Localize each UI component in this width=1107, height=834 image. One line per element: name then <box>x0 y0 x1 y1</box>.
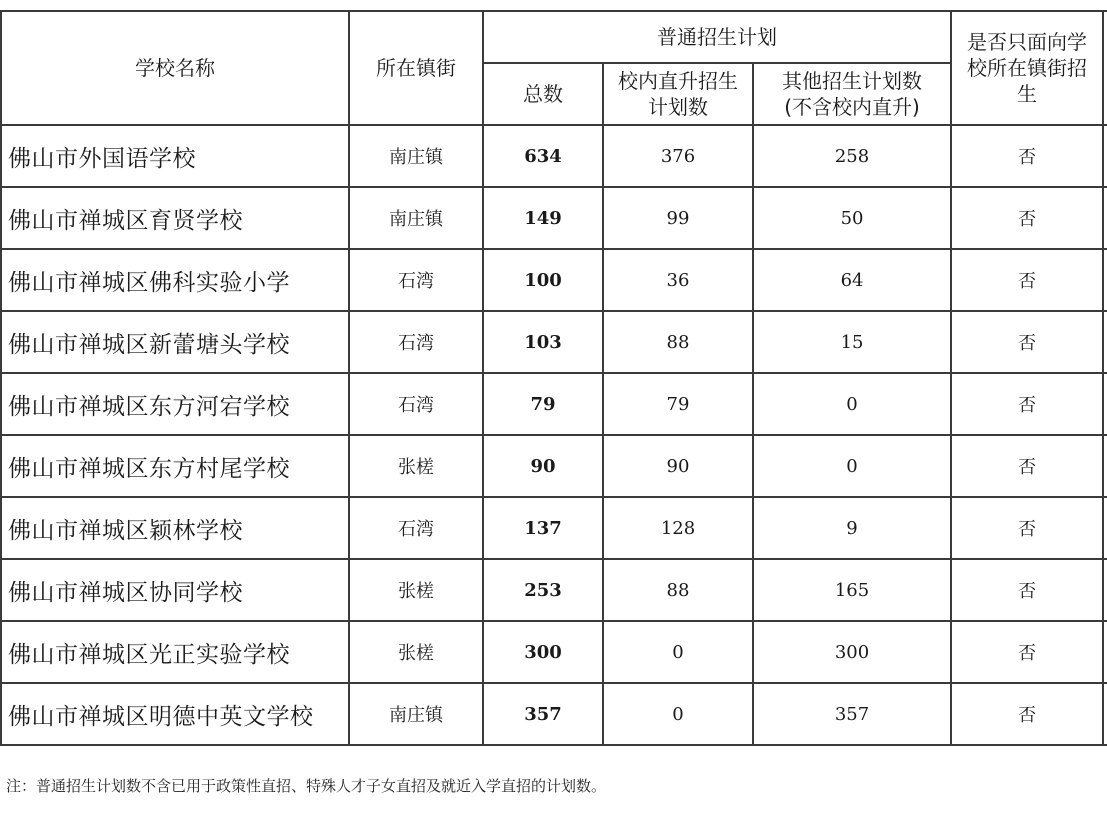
internal-plan-cell: 90 <box>603 435 753 497</box>
internal-plan-cell: 36 <box>603 249 753 311</box>
header-only-local-line2: 校所在镇街招 <box>967 56 1088 80</box>
edge-cell <box>1103 373 1107 435</box>
other-plan-cell: 15 <box>753 311 951 373</box>
school-name-cell: 佛山市禅城区协同学校 <box>1 559 349 621</box>
edge-cell <box>1103 435 1107 497</box>
edge-cell <box>1103 683 1107 745</box>
edge-cell <box>1103 311 1107 373</box>
town-cell: 张槎 <box>349 435 483 497</box>
school-name-cell: 佛山市禅城区新蕾塘头学校 <box>1 311 349 373</box>
internal-plan-cell: 128 <box>603 497 753 559</box>
edge-cell <box>1103 621 1107 683</box>
other-plan-cell: 64 <box>753 249 951 311</box>
total-cell: 357 <box>483 683 603 745</box>
other-plan-cell: 50 <box>753 187 951 249</box>
header-other-line2: (不含校内直升) <box>784 95 920 119</box>
footnote: 注：普通招生计划数不含已用于政策性直招、特殊人才子女直招及就近入学直招的计划数。 <box>6 777 607 795</box>
header-other <box>753 63 951 125</box>
only-local-cell: 否 <box>951 683 1103 745</box>
edge-cell <box>1103 187 1107 249</box>
total-cell: 90 <box>483 435 603 497</box>
header-town: 所在镇街 <box>349 11 483 125</box>
enrollment-table-container <box>0 10 1107 746</box>
internal-plan-cell: 376 <box>603 125 753 187</box>
total-cell: 103 <box>483 311 603 373</box>
only-local-cell: 否 <box>951 621 1103 683</box>
school-name-cell: 佛山市禅城区东方村尾学校 <box>1 435 349 497</box>
only-local-cell: 否 <box>951 559 1103 621</box>
header-total: 总数 <box>483 63 603 125</box>
other-plan-cell: 165 <box>753 559 951 621</box>
only-local-cell: 否 <box>951 311 1103 373</box>
edge-cell <box>1103 497 1107 559</box>
internal-plan-cell: 88 <box>603 559 753 621</box>
table-row <box>1 249 1107 311</box>
internal-plan-cell: 79 <box>603 373 753 435</box>
table-row <box>1 187 1107 249</box>
edge-cell <box>1103 559 1107 621</box>
school-name-cell: 佛山市禅城区明德中英文学校 <box>1 683 349 745</box>
header-only-local <box>951 11 1103 125</box>
town-cell: 石湾 <box>349 373 483 435</box>
table-row <box>1 497 1107 559</box>
table-row <box>1 125 1107 187</box>
header-internal <box>603 63 753 125</box>
total-cell: 300 <box>483 621 603 683</box>
enrollment-plan-table <box>0 10 1107 746</box>
school-name-cell: 佛山市禅城区颖林学校 <box>1 497 349 559</box>
total-cell: 137 <box>483 497 603 559</box>
header-internal-line2: 计划数 <box>648 95 708 119</box>
other-plan-cell: 9 <box>753 497 951 559</box>
other-plan-cell: 0 <box>753 435 951 497</box>
table-row <box>1 373 1107 435</box>
internal-plan-cell: 99 <box>603 187 753 249</box>
header-only-local-line3: 生 <box>1017 82 1038 106</box>
town-cell: 南庄镇 <box>349 187 483 249</box>
total-cell: 253 <box>483 559 603 621</box>
internal-plan-cell: 0 <box>603 683 753 745</box>
only-local-cell: 否 <box>951 373 1103 435</box>
total-cell: 149 <box>483 187 603 249</box>
town-cell: 石湾 <box>349 497 483 559</box>
only-local-cell: 否 <box>951 435 1103 497</box>
header-edge-cell <box>1103 11 1107 125</box>
header-school-name: 学校名称 <box>1 11 349 125</box>
table-row <box>1 311 1107 373</box>
table-row <box>1 683 1107 745</box>
internal-plan-cell: 0 <box>603 621 753 683</box>
total-cell: 634 <box>483 125 603 187</box>
town-cell: 张槎 <box>349 559 483 621</box>
header-other-line1: 其他招生计划数 <box>782 69 923 93</box>
table-row <box>1 435 1107 497</box>
only-local-cell: 否 <box>951 249 1103 311</box>
other-plan-cell: 258 <box>753 125 951 187</box>
other-plan-cell: 0 <box>753 373 951 435</box>
total-cell: 79 <box>483 373 603 435</box>
school-name-cell: 佛山市禅城区光正实验学校 <box>1 621 349 683</box>
only-local-cell: 否 <box>951 497 1103 559</box>
header-plan-group: 普通招生计划 <box>483 11 951 63</box>
header-only-local-line1: 是否只面向学 <box>967 30 1088 54</box>
school-name-cell: 佛山市禅城区东方河宕学校 <box>1 373 349 435</box>
edge-cell <box>1103 249 1107 311</box>
school-name-cell: 佛山市禅城区佛科实验小学 <box>1 249 349 311</box>
other-plan-cell: 300 <box>753 621 951 683</box>
other-plan-cell: 357 <box>753 683 951 745</box>
only-local-cell: 否 <box>951 187 1103 249</box>
school-name-cell: 佛山市外国语学校 <box>1 125 349 187</box>
table-row <box>1 559 1107 621</box>
table-row <box>1 621 1107 683</box>
town-cell: 石湾 <box>349 311 483 373</box>
total-cell: 100 <box>483 249 603 311</box>
town-cell: 石湾 <box>349 249 483 311</box>
header-internal-line1: 校内直升招生 <box>618 69 738 93</box>
edge-cell <box>1103 125 1107 187</box>
town-cell: 南庄镇 <box>349 683 483 745</box>
only-local-cell: 否 <box>951 125 1103 187</box>
town-cell: 南庄镇 <box>349 125 483 187</box>
internal-plan-cell: 88 <box>603 311 753 373</box>
town-cell: 张槎 <box>349 621 483 683</box>
header-row-1 <box>1 11 1107 63</box>
school-name-cell: 佛山市禅城区育贤学校 <box>1 187 349 249</box>
